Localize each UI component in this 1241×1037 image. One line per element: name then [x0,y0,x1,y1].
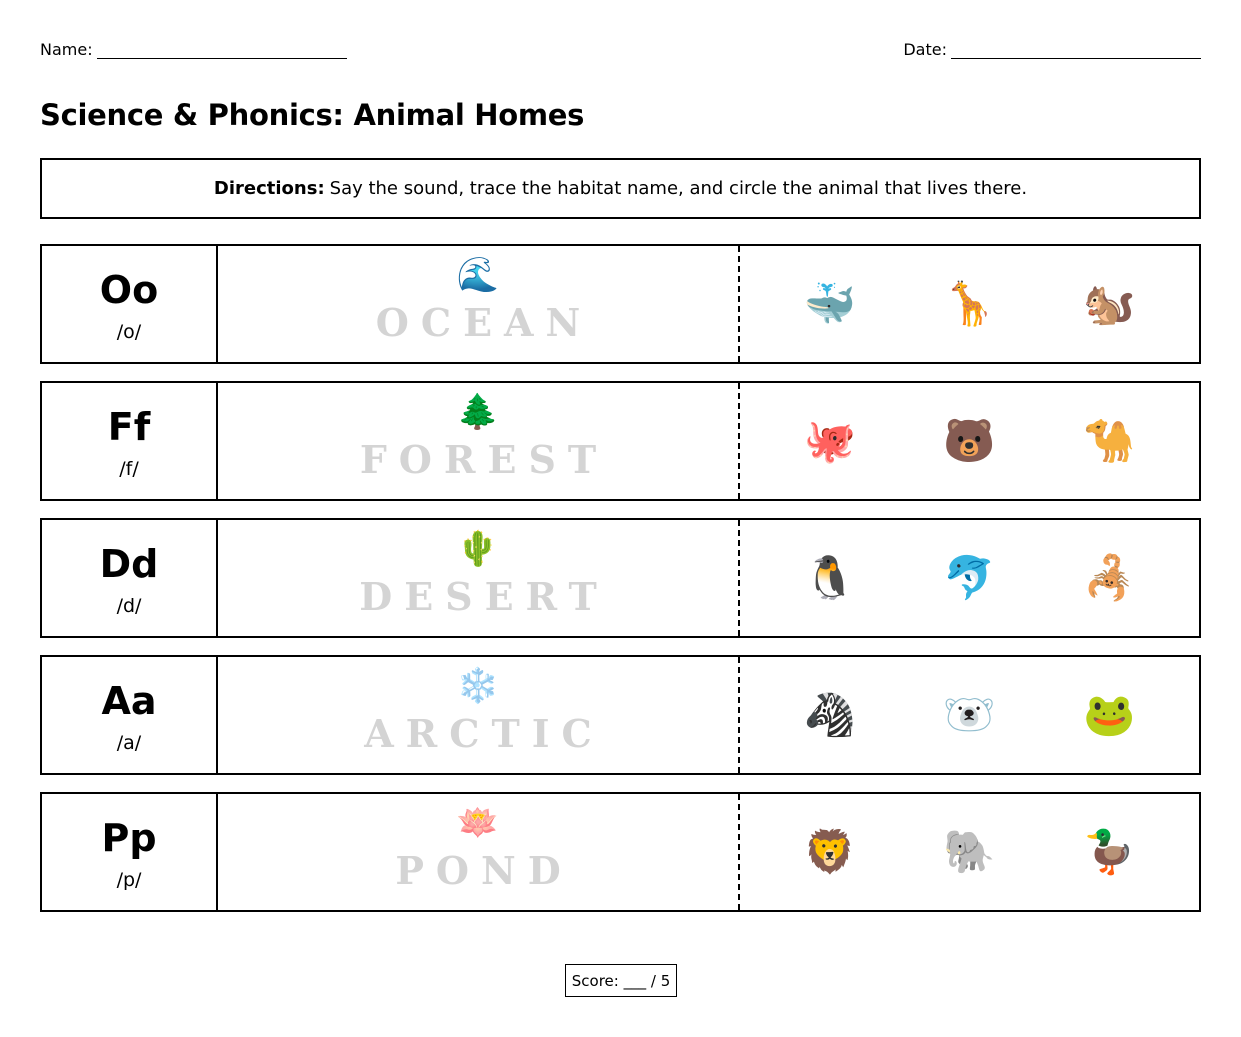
cactus-icon: 🌵 [456,529,500,569]
polar-bear-icon[interactable]: 🐻‍❄️ [943,690,996,739]
penguin-icon[interactable]: 🐧 [803,553,856,602]
activity-row [40,381,1201,501]
scorpion-icon[interactable]: 🦂 [1082,553,1136,602]
habitat-cell [218,794,740,910]
chipmunk-icon[interactable]: 🐿️ [1082,279,1136,328]
activity-rows [40,244,1201,912]
name-line[interactable] [97,42,347,59]
animal-choices [740,794,1199,910]
page-title: Science & Phonics: Animal Homes [40,98,585,132]
sound: /o/ [116,321,142,343]
directions-text: Say the sound, trace the habitat name, and circle the animal that lives there. [329,178,1028,199]
letter: Oo [99,268,159,312]
animal-choices [740,657,1199,773]
trace-word[interactable]: DESERT [359,574,609,619]
zebra-icon[interactable]: 🦓 [803,690,856,739]
sound: /a/ [116,732,142,754]
lotus-icon: 🪷 [456,803,500,843]
octopus-icon[interactable]: 🐙 [803,416,856,465]
date-label: Date: [903,40,947,59]
letter-cell [42,383,218,499]
elephant-icon[interactable]: 🐘 [943,827,996,876]
animal-choices [740,383,1199,499]
habitat-cell [218,383,740,499]
bear-icon[interactable]: 🐻 [943,416,996,465]
trace-word[interactable]: POND [395,848,573,893]
activity-row [40,518,1201,638]
letter: Dd [99,542,159,586]
trace-word[interactable]: ARCTIC [364,711,604,756]
habitat-cell [218,520,740,636]
giraffe-icon[interactable]: 🦒 [943,279,996,328]
directions-box [40,158,1201,219]
duck-icon[interactable]: 🦆 [1082,827,1136,876]
letter: Pp [101,816,157,860]
evergreen-tree-icon: 🌲 [456,392,500,432]
name-label: Name: [40,40,93,59]
letter-cell [42,520,218,636]
letter-cell [42,794,218,910]
sound: /d/ [116,595,142,617]
letter: Ff [107,405,151,449]
lion-icon[interactable]: 🦁 [803,827,856,876]
animal-choices [740,520,1199,636]
trace-word[interactable]: OCEAN [375,300,593,345]
habitat-cell [218,246,740,362]
header-row [40,40,1201,64]
date-field[interactable] [903,40,1201,59]
date-line[interactable] [951,42,1201,59]
activity-row [40,244,1201,364]
habitat-cell [218,657,740,773]
animal-choices [740,246,1199,362]
letter-cell [42,657,218,773]
trace-word[interactable]: FOREST [359,437,609,482]
sound: /p/ [116,869,142,891]
score-box: Score: ___ / 5 [565,964,677,997]
wave-icon: 🌊 [456,255,500,295]
whale-icon[interactable]: 🐳 [803,279,856,328]
sound: /f/ [119,458,139,480]
directions-label: Directions: [213,178,325,199]
activity-row [40,792,1201,912]
letter-cell [42,246,218,362]
name-field[interactable] [40,40,347,59]
letter: Aa [101,679,157,723]
frog-icon[interactable]: 🐸 [1082,690,1136,739]
snowflake-icon: ❄️ [456,666,500,706]
camel-icon[interactable]: 🐪 [1082,416,1136,465]
activity-row [40,655,1201,775]
dolphin-icon[interactable]: 🐬 [943,553,996,602]
